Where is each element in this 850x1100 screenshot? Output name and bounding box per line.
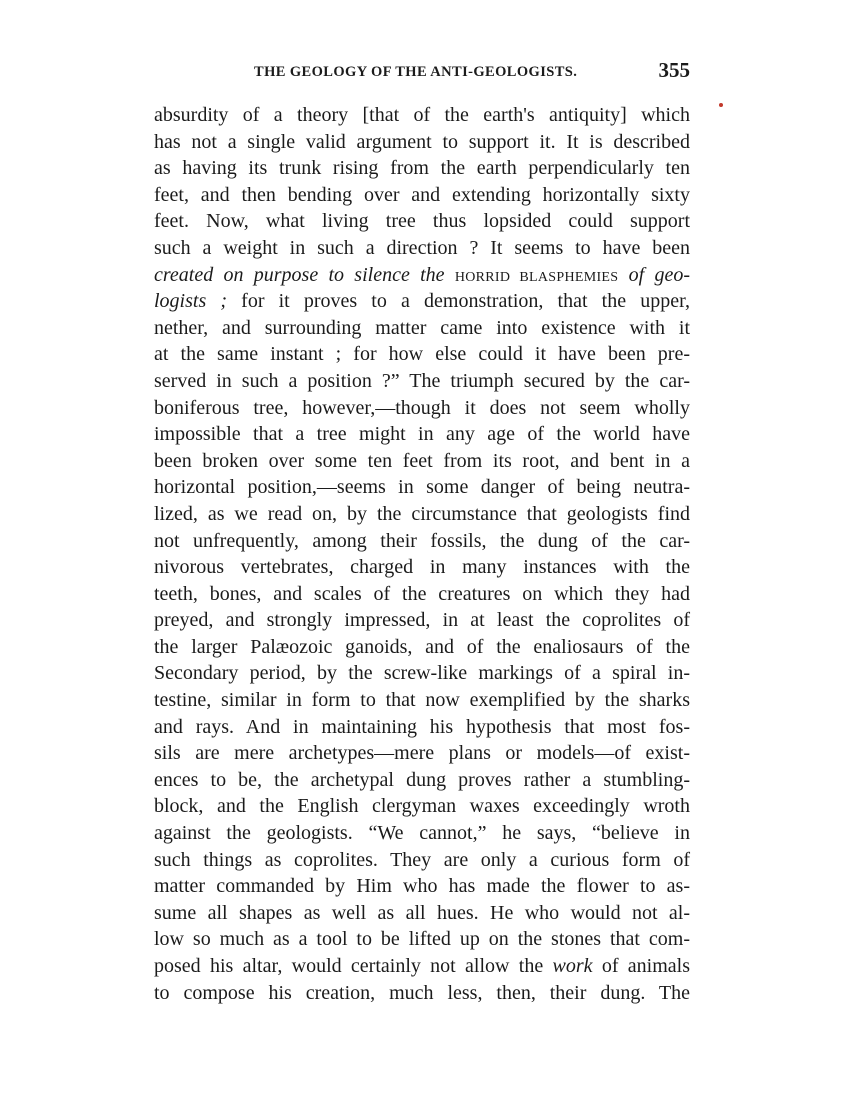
text-line: boniferous tree, however,—though it does not seem wholly	[154, 396, 690, 419]
text-line: ences to be, the archetypal dung proves rather a stumbling-	[154, 768, 690, 791]
running-title: THE GEOLOGY OF THE ANTI-GEOLOGISTS.	[254, 64, 578, 80]
text-line: and rays. And in maintaining his hypothesis that most fos-	[154, 715, 690, 738]
text-line: low so much as a tool to be lifted up on the stones that com-	[154, 928, 690, 951]
text-line: been broken over some ten feet from its root, and bent in a	[154, 449, 690, 472]
italic-phrase: created on purpose to silence the	[154, 263, 445, 286]
text-line	[154, 262, 690, 289]
text-line: testine, similar in form to that now exemplified by the sharks	[154, 689, 690, 712]
line-text: for it proves to a demonstration, that the upper,	[227, 290, 690, 313]
text-line	[154, 953, 690, 980]
italic-phrase: of geo-	[628, 263, 691, 286]
text-line: teeth, bones, and scales of the creatures on which they had	[154, 582, 690, 605]
text-line: served in such a position ?” The triumph secured by the car-	[154, 369, 690, 392]
text-line: feet, and then bending over and extending horizontally sixty	[154, 183, 690, 206]
stray-ink-mark	[719, 103, 723, 107]
text-line: at the same instant ; for how else could it have been pre-	[154, 343, 690, 366]
text-line: not unfrequently, among their fossils, the dung of the car-	[154, 529, 690, 552]
text-line: such a weight in such a direction ? It seems to have been	[154, 236, 690, 259]
text-line: such things as coprolites. They are only a curious form of	[154, 848, 690, 871]
text-line: sils are mere archetypes—mere plans or models—of exist-	[154, 742, 690, 765]
text-line: Secondary period, by the screw-like markings of a spiral in-	[154, 662, 690, 685]
text-line: has not a single valid argument to support it. It is described	[154, 130, 690, 153]
text-line: lized, as we read on, by the circumstance that geologists find	[154, 502, 690, 525]
italic-word: work	[552, 955, 593, 977]
text-line: nivorous vertebrates, charged in many instances with the	[154, 556, 690, 579]
text-line: against the geologists. “We cannot,” he says, “believe in	[154, 822, 690, 845]
italic-phrase: logists ;	[154, 290, 228, 313]
text-line: feet. Now, what living tree thus lopsided could support	[154, 210, 690, 233]
text-line: block, and the English clergyman waxes exceedingly wroth	[154, 795, 690, 818]
text-line: horizontal position,—seems in some danger of being neutra-	[154, 476, 690, 499]
page-number: 355	[658, 58, 690, 82]
body-text	[154, 102, 690, 1006]
text-line: absurdity of a theory [that of the earth's antiquity] which	[154, 104, 690, 126]
text-line: impossible that a tree might in any age of the world have	[154, 423, 690, 446]
small-caps-phrase: HORRID BLASPHEMIES	[454, 269, 619, 285]
line-text: posed his altar, would certainly not allow the	[154, 955, 553, 977]
text-line: matter commanded by Him who has made the flower to as-	[154, 875, 690, 898]
text-line: nether, and surrounding matter came into existence with it	[154, 316, 690, 339]
text-line: the larger Palæozoic ganoids, and of the enaliosaurs of the	[154, 635, 690, 658]
text-line: preyed, and strongly impressed, in at least the coprolites of	[154, 609, 690, 632]
line-text: of animals	[592, 955, 690, 977]
text-line: to compose his creation, much less, then, their dung. The	[154, 981, 690, 1004]
running-head	[154, 58, 690, 88]
text-line: sume all shapes as well as all hues. He who would not al-	[154, 901, 690, 924]
text-line	[154, 288, 690, 315]
text-line: as having its trunk rising from the earth perpendicularly ten	[154, 157, 690, 180]
